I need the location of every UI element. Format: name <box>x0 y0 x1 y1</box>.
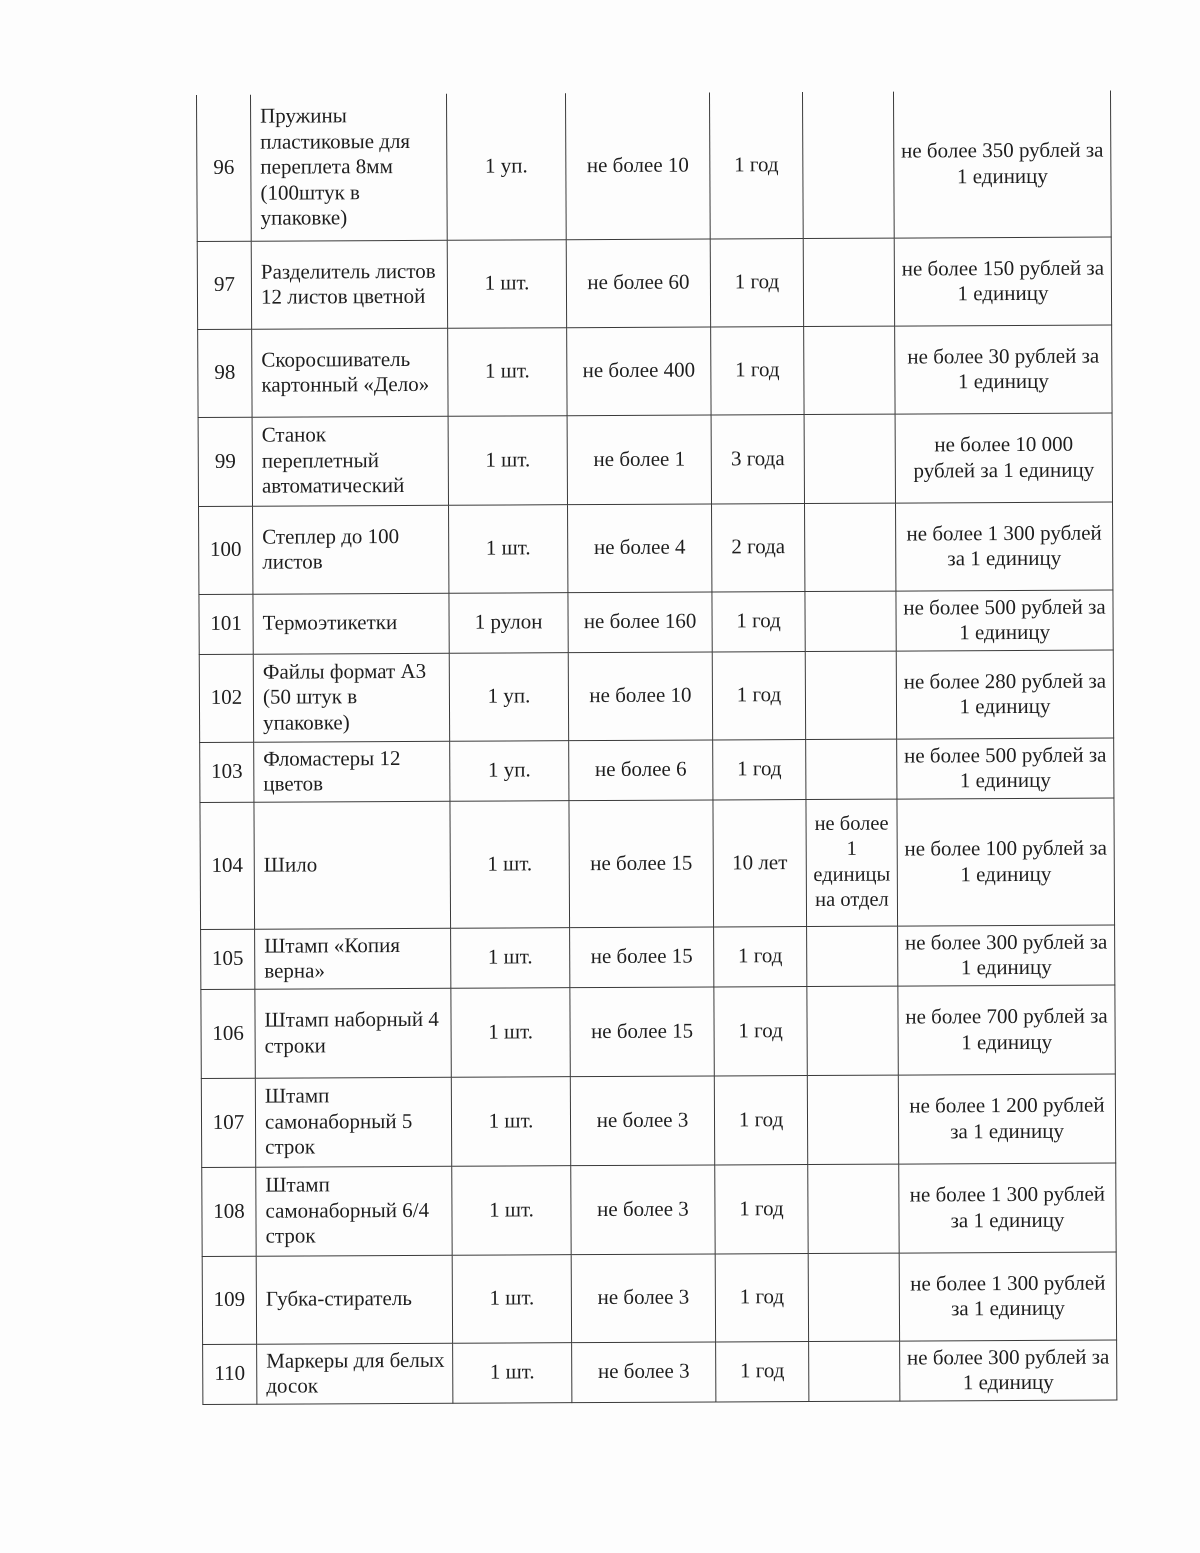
item-name: Пружины пластиковые для переплета 8мм (100штук в упаковке) <box>250 94 447 241</box>
item-note <box>805 503 896 591</box>
item-unit: 1 шт. <box>448 415 567 505</box>
item-quantity: не более 6 <box>569 739 713 800</box>
table-row <box>198 325 1112 417</box>
item-unit: 1 уп. <box>446 93 566 240</box>
row-number: 100 <box>199 506 253 594</box>
item-term: 1 год <box>714 986 807 1075</box>
item-price: не более 1 300 рублей за 1 единицу <box>899 1252 1116 1341</box>
table-row <box>202 1252 1116 1344</box>
item-unit: 1 рулон <box>449 592 568 653</box>
item-name: Фломастеры 12 цветов <box>254 741 450 802</box>
item-quantity: не более 400 <box>567 326 711 415</box>
row-number: 97 <box>197 241 251 329</box>
item-name: Степлер до 100 листов <box>253 505 449 594</box>
row-number: 104 <box>200 802 255 929</box>
item-price: не более 1 300 рублей за 1 единицу <box>896 502 1113 591</box>
item-price: не более 1 300 рублей за 1 единицу <box>899 1163 1116 1253</box>
row-number: 110 <box>203 1344 257 1404</box>
item-term: 10 лет <box>713 799 807 926</box>
item-term: 1 год <box>716 1341 809 1401</box>
item-quantity: не более 10 <box>568 651 712 740</box>
item-term: 1 год <box>712 651 805 739</box>
item-unit: 1 шт. <box>451 1076 570 1166</box>
item-note <box>809 1341 900 1401</box>
item-price: не более 100 рублей за 1 единицу <box>897 798 1115 926</box>
item-price: не более 30 рублей за 1 единицу <box>895 325 1112 414</box>
item-note <box>807 986 898 1075</box>
item-note <box>807 926 898 986</box>
item-price: не более 1 200 рублей за 1 единицу <box>898 1074 1115 1164</box>
item-price: не более 10 000 рублей за 1 единицу <box>895 413 1112 503</box>
item-term: 1 год <box>710 238 803 326</box>
item-unit: 1 шт. <box>453 1342 572 1403</box>
item-price: не более 700 рублей за 1 единицу <box>898 985 1115 1075</box>
item-term: 1 год <box>715 1253 808 1341</box>
table-row <box>197 91 1112 241</box>
item-name: Скоросшиватель картонный «Дело» <box>252 328 448 417</box>
item-unit: 1 шт. <box>451 987 570 1077</box>
row-number: 103 <box>200 742 254 802</box>
item-quantity: не более 160 <box>568 591 712 652</box>
item-price: не более 500 рублей за 1 единицу <box>897 738 1114 799</box>
table-row <box>198 413 1112 506</box>
table-row <box>200 738 1114 802</box>
row-number: 108 <box>202 1167 256 1256</box>
row-number: 107 <box>201 1078 255 1167</box>
item-quantity: не более 3 <box>571 1253 715 1342</box>
item-name: Штамп самонаборный 5 строк <box>255 1077 451 1167</box>
table-row <box>203 1340 1117 1404</box>
item-name: Маркеры для белых досок <box>257 1343 453 1404</box>
item-term: 1 год <box>713 739 806 799</box>
item-name: Шило <box>254 801 451 929</box>
table-row <box>199 650 1113 742</box>
row-number: 96 <box>197 95 252 241</box>
item-name: Штамп «Копия верна» <box>255 928 451 989</box>
item-term: 1 год <box>712 591 805 651</box>
table-row <box>199 502 1113 594</box>
item-unit: 1 уп. <box>450 740 569 801</box>
table-row <box>202 1163 1116 1256</box>
item-term: 1 год <box>709 92 803 238</box>
item-name: Файлы формат А3 (50 штук в упаковке) <box>253 653 449 742</box>
item-quantity: не более 15 <box>570 926 714 987</box>
item-term: 1 год <box>714 1075 807 1164</box>
item-quantity: не более 15 <box>569 799 714 927</box>
row-number: 105 <box>201 929 255 989</box>
item-unit: 1 шт. <box>449 504 568 593</box>
item-name: Штамп самонаборный 6/4 строк <box>256 1166 452 1256</box>
item-price: не более 300 рублей за 1 единицу <box>898 925 1115 986</box>
item-name: Станок переплетный автоматический <box>252 416 448 506</box>
item-unit: 1 шт. <box>448 327 567 416</box>
item-term: 1 год <box>711 326 804 414</box>
item-quantity: не более 10 <box>565 92 710 239</box>
item-term: 2 года <box>712 503 805 591</box>
row-number: 102 <box>199 654 253 742</box>
item-unit: 1 шт. <box>452 1165 571 1255</box>
item-note <box>802 92 894 238</box>
table-row <box>201 925 1115 989</box>
item-note <box>803 238 894 326</box>
item-quantity: не более 15 <box>570 986 714 1076</box>
item-note <box>804 326 895 414</box>
item-name: Термоэтикетки <box>253 593 449 654</box>
supplies-table <box>196 91 1117 1405</box>
item-term: 1 год <box>714 926 807 986</box>
item-price: не более 350 рублей за 1 единицу <box>893 91 1111 238</box>
item-term: 3 года <box>711 414 804 503</box>
item-price: не более 300 рублей за 1 единицу <box>900 1340 1117 1401</box>
item-note <box>805 651 896 739</box>
item-quantity: не более 3 <box>571 1164 715 1254</box>
table-row <box>200 798 1115 929</box>
item-quantity: не более 60 <box>566 238 710 327</box>
item-note <box>806 739 897 799</box>
item-quantity: не более 3 <box>572 1341 716 1402</box>
item-note <box>808 1253 899 1341</box>
item-quantity: не более 3 <box>570 1075 714 1165</box>
item-quantity: не более 4 <box>568 503 712 592</box>
item-term: 1 год <box>715 1164 808 1253</box>
item-unit: 1 уп. <box>449 652 568 741</box>
item-note <box>807 1075 898 1164</box>
row-number: 109 <box>202 1256 256 1344</box>
item-price: не более 280 рублей за 1 единицу <box>896 650 1113 739</box>
item-note <box>804 414 895 503</box>
item-name: Разделитель листов 12 листов цветной <box>251 240 447 329</box>
item-name: Губка-стиратель <box>256 1255 452 1344</box>
row-number: 98 <box>198 329 252 417</box>
item-unit: 1 шт. <box>452 1254 571 1343</box>
item-note <box>805 591 896 651</box>
item-price: не более 500 рублей за 1 единицу <box>896 590 1113 651</box>
item-unit: 1 шт. <box>450 800 570 928</box>
item-price: не более 150 рублей за 1 единицу <box>894 237 1111 326</box>
table-row <box>201 985 1115 1078</box>
table-row <box>199 590 1113 654</box>
item-name: Штамп наборный 4 строки <box>255 988 451 1078</box>
row-number: 99 <box>198 417 252 506</box>
table-row <box>201 1074 1115 1167</box>
item-quantity: не более 1 <box>567 414 711 504</box>
table-row <box>197 237 1111 329</box>
item-unit: 1 шт. <box>447 239 566 328</box>
row-number: 101 <box>199 594 253 654</box>
item-unit: 1 шт. <box>451 927 570 988</box>
item-note: не более 1 единицы на отдел <box>806 799 898 926</box>
item-note <box>808 1164 899 1253</box>
row-number: 106 <box>201 989 255 1078</box>
